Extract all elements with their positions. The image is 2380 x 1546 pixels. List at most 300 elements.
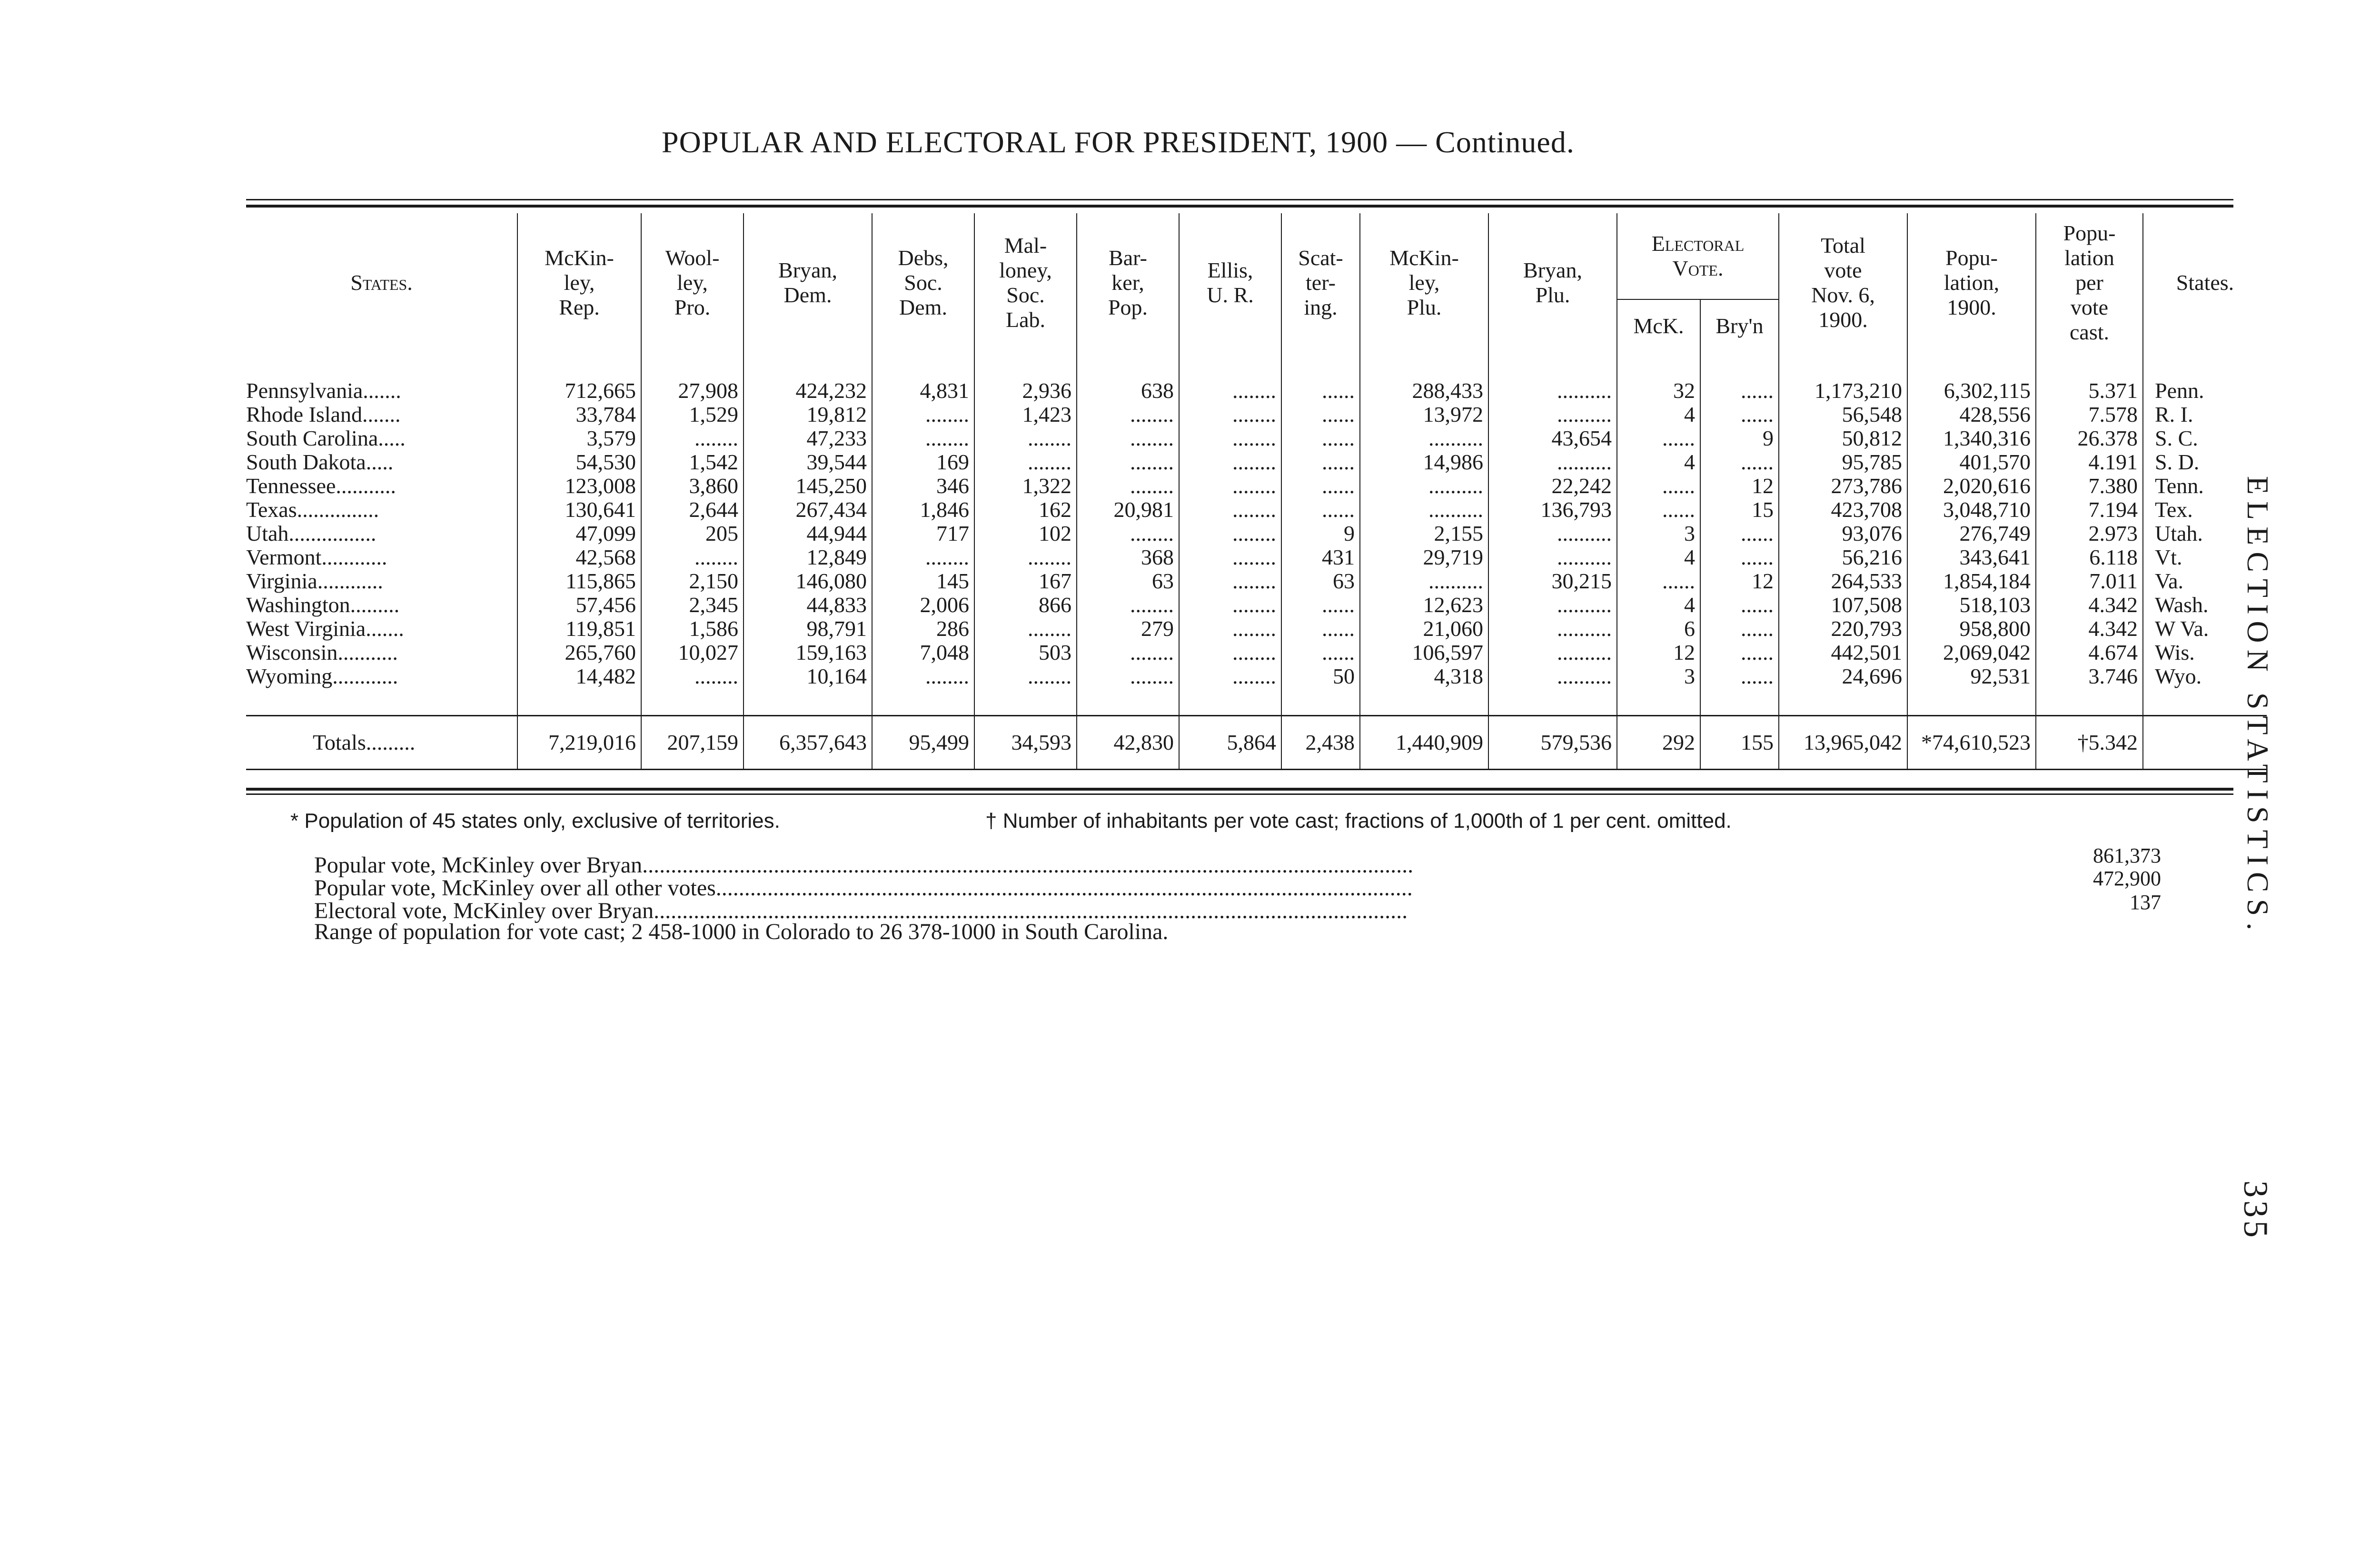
header-mckinley-plu-text: McKin- ley, Plu. (1389, 246, 1459, 319)
debs-cell: 286 (872, 617, 974, 641)
pop-per-vote-cell: 5.371 (2036, 379, 2143, 403)
population-cell: 3,048,710 (1907, 498, 2036, 522)
table-row (246, 617, 2267, 641)
totals-mckinley-rep-cell: 7,219,016 (517, 716, 641, 770)
header-ellis-text: Ellis, U. R. (1207, 258, 1254, 307)
table-row (246, 641, 2267, 664)
electoral-bryan-cell: ...... (1700, 641, 1779, 664)
header-barker (1077, 213, 1179, 352)
top-rule (246, 199, 2233, 200)
bryan-dem-cell: 146,080 (744, 569, 872, 593)
totals-pop-per-vote-cell: †5.342 (2036, 716, 2143, 770)
bryan-plu-cell: .......... (1488, 664, 1617, 688)
pop-per-vote-cell: 26.378 (2036, 426, 2143, 450)
ellis-cell: ........ (1179, 569, 1281, 593)
malloney-cell: ........ (974, 664, 1077, 688)
electoral-mck-cell: 32 (1617, 379, 1700, 403)
pop-per-vote-cell: 7.011 (2036, 569, 2143, 593)
electoral-bryan-cell: ...... (1700, 617, 1779, 641)
total-vote-cell: 24,696 (1779, 664, 1907, 688)
mckinley-rep-cell: 33,784 (517, 403, 641, 426)
barker-cell: 20,981 (1077, 498, 1179, 522)
scattering-cell: ...... (1281, 450, 1360, 474)
mckinley-plu-cell: .......... (1360, 426, 1488, 450)
total-vote-cell: 56,216 (1779, 545, 1907, 569)
population-cell: 2,020,616 (1907, 474, 2036, 498)
top-rule-thick (246, 205, 2233, 208)
woolley-cell: ........ (641, 664, 744, 688)
mckinley-plu-cell: 2,155 (1360, 522, 1488, 545)
header-total-vote (1779, 213, 1907, 352)
bryan-plu-cell: .......... (1488, 403, 1617, 426)
running-head: ELECTION STATISTICS. (2241, 476, 2275, 937)
totals-barker-cell: 42,830 (1077, 716, 1179, 770)
pop-per-vote-cell: 4.342 (2036, 617, 2143, 641)
bryan-dem-cell: 47,233 (744, 426, 872, 450)
header-pop-per-vote-text: Popu- lation per vote cast. (2063, 221, 2116, 344)
summary-line-3-value: 137 (2130, 891, 2161, 914)
ellis-cell: ........ (1179, 664, 1281, 688)
electoral-bryan-cell: 12 (1700, 474, 1779, 498)
totals-malloney-cell: 34,593 (974, 716, 1077, 770)
ellis-cell: ........ (1179, 474, 1281, 498)
state-abbr: Penn. (2155, 378, 2204, 403)
malloney-cell: ........ (974, 450, 1077, 474)
table-row (246, 379, 2267, 403)
barker-cell: 63 (1077, 569, 1179, 593)
ellis-cell: ........ (1179, 545, 1281, 569)
state-abbr: Tenn. (2155, 474, 2204, 498)
electoral-mck-cell: ...... (1617, 569, 1700, 593)
malloney-cell: ........ (974, 426, 1077, 450)
electoral-mck-cell: 12 (1617, 641, 1700, 664)
state-abbr: Wash. (2155, 593, 2209, 617)
bryan-plu-cell: .......... (1488, 450, 1617, 474)
footnote-population: * Population of 45 states only, exclusive of territories. (290, 809, 780, 832)
totals-scattering-cell: 2,438 (1281, 716, 1360, 770)
bryan-dem-cell: 424,232 (744, 379, 872, 403)
summary-line-2-value: 472,900 (2093, 867, 2161, 890)
population-cell: 518,103 (1907, 593, 2036, 617)
mckinley-plu-cell: .......... (1360, 498, 1488, 522)
malloney-cell: 1,322 (974, 474, 1077, 498)
totals-spacer-row (246, 688, 2267, 716)
header-malloney (974, 213, 1077, 352)
scattering-cell: ...... (1281, 593, 1360, 617)
header-malloney-text: Mal- loney, Soc. Lab. (999, 233, 1052, 332)
electoral-mck-cell: 6 (1617, 617, 1700, 641)
debs-cell: 169 (872, 450, 974, 474)
summary-line-2-label: Popular vote, McKinley over all other votes.......................................................................................................................... (314, 875, 1413, 901)
mckinley-plu-cell: 13,972 (1360, 403, 1488, 426)
population-cell: 92,531 (1907, 664, 2036, 688)
state-abbr: Utah. (2155, 521, 2203, 545)
scattering-cell: ...... (1281, 498, 1360, 522)
malloney-cell: ........ (974, 617, 1077, 641)
state-abbr: Wyo. (2155, 664, 2202, 688)
ellis-cell: ........ (1179, 593, 1281, 617)
mckinley-rep-cell: 130,641 (517, 498, 641, 522)
woolley-cell: 3,860 (641, 474, 744, 498)
woolley-cell: 1,542 (641, 450, 744, 474)
header-debs (872, 213, 974, 352)
malloney-cell: 1,423 (974, 403, 1077, 426)
woolley-cell: 1,586 (641, 617, 744, 641)
totals-total-vote-cell: 13,965,042 (1779, 716, 1907, 770)
mckinley-rep-cell: 42,568 (517, 545, 641, 569)
barker-cell: 638 (1077, 379, 1179, 403)
totals-woolley-cell: 207,159 (641, 716, 744, 770)
table-row (246, 403, 2267, 426)
electoral-bryan-cell: ...... (1700, 545, 1779, 569)
total-vote-cell: 95,785 (1779, 450, 1907, 474)
summary-line-1-label: Popular vote, McKinley over Bryan....................................................................................................................................... (314, 852, 1414, 878)
debs-cell: 717 (872, 522, 974, 545)
header-population-text: Popu- lation, 1900. (1944, 246, 2000, 319)
population-cell: 958,800 (1907, 617, 2036, 641)
bryan-plu-cell: .......... (1488, 641, 1617, 664)
totals-electoral-bryan-cell: 155 (1700, 716, 1779, 770)
scattering-cell: ...... (1281, 617, 1360, 641)
mckinley-plu-cell: 288,433 (1360, 379, 1488, 403)
state-name: Vermont............ (246, 545, 517, 569)
header-states-abbr: States. (2176, 270, 2234, 295)
mckinley-plu-cell: 106,597 (1360, 641, 1488, 664)
state-abbr: R. I. (2155, 402, 2193, 426)
header-mckinley-rep-text: McKin- ley, Rep. (545, 246, 614, 319)
debs-cell: ........ (872, 403, 974, 426)
header-bryan-plu-text: Bryan, Plu. (1523, 258, 1582, 307)
mckinley-rep-cell: 712,665 (517, 379, 641, 403)
total-vote-cell: 107,508 (1779, 593, 1907, 617)
state-name: Tennessee........... (246, 474, 517, 498)
debs-cell: 4,831 (872, 379, 974, 403)
header-scattering-text: Scat- ter- ing. (1298, 246, 1343, 319)
total-vote-cell: 56,548 (1779, 403, 1907, 426)
scattering-cell: 9 (1281, 522, 1360, 545)
mckinley-plu-cell: .......... (1360, 474, 1488, 498)
bryan-dem-cell: 267,434 (744, 498, 872, 522)
table-row (246, 569, 2267, 593)
state-abbr: Va. (2155, 569, 2184, 593)
totals-ellis-cell: 5,864 (1179, 716, 1281, 770)
mckinley-rep-cell: 47,099 (517, 522, 641, 545)
header-pop-per-vote (2036, 213, 2143, 352)
state-abbr: W Va. (2155, 616, 2209, 641)
table-row (246, 522, 2267, 545)
total-vote-cell: 264,533 (1779, 569, 1907, 593)
debs-cell: ........ (872, 545, 974, 569)
mckinley-plu-cell: 21,060 (1360, 617, 1488, 641)
pop-per-vote-cell: 7.578 (2036, 403, 2143, 426)
ellis-cell: ........ (1179, 450, 1281, 474)
total-vote-cell: 442,501 (1779, 641, 1907, 664)
mckinley-plu-cell: 14,986 (1360, 450, 1488, 474)
bryan-dem-cell: 12,849 (744, 545, 872, 569)
scattering-cell: ...... (1281, 403, 1360, 426)
header-states: States. (246, 213, 517, 352)
barker-cell: 368 (1077, 545, 1179, 569)
totals-debs-cell: 95,499 (872, 716, 974, 770)
ellis-cell: ........ (1179, 641, 1281, 664)
debs-cell: 145 (872, 569, 974, 593)
totals-state-name: Totals......... (246, 716, 517, 770)
state-name: Texas............... (246, 498, 517, 522)
header-total-vote-text: Total vote Nov. 6, 1900. (1811, 233, 1875, 332)
population-cell: 276,749 (1907, 522, 2036, 545)
state-abbr: S. D. (2155, 450, 2200, 474)
electoral-mck-cell: 4 (1617, 403, 1700, 426)
electoral-bryan-cell: 12 (1700, 569, 1779, 593)
electoral-bryan-cell: ...... (1700, 664, 1779, 688)
header-woolley-pro-text: Wool- ley, Pro. (665, 246, 720, 319)
barker-cell: ........ (1077, 641, 1179, 664)
total-vote-cell: 1,173,210 (1779, 379, 1907, 403)
electoral-bryan-cell: ...... (1700, 450, 1779, 474)
header-spacer-row (246, 352, 2267, 379)
header-population (1907, 213, 2036, 352)
summary-line-3-label: Electoral vote, McKinley over Bryan.................................................................................................................................... (314, 898, 1408, 923)
woolley-cell: ........ (641, 426, 744, 450)
table-row (246, 593, 2267, 617)
mckinley-rep-cell: 115,865 (517, 569, 641, 593)
header-electoral-vote (1617, 213, 1779, 299)
table-row (246, 498, 2267, 522)
ellis-cell: ........ (1179, 379, 1281, 403)
pop-per-vote-cell: 4.191 (2036, 450, 2143, 474)
header-bryan-dem-text: Bryan, Dem. (778, 258, 837, 307)
population-cell: 6,302,115 (1907, 379, 2036, 403)
barker-cell: ........ (1077, 403, 1179, 426)
scattering-cell: 63 (1281, 569, 1360, 593)
debs-cell: 7,048 (872, 641, 974, 664)
pop-per-vote-cell: 7.380 (2036, 474, 2143, 498)
malloney-cell: 167 (974, 569, 1077, 593)
electoral-mck-cell: ...... (1617, 426, 1700, 450)
bryan-dem-cell: 10,164 (744, 664, 872, 688)
state-name: Utah................ (246, 522, 517, 545)
table-body (246, 352, 2267, 770)
bryan-dem-cell: 98,791 (744, 617, 872, 641)
state-name: Virginia............ (246, 569, 517, 593)
woolley-cell: 27,908 (641, 379, 744, 403)
woolley-cell: 2,644 (641, 498, 744, 522)
header-mck: McK. (1617, 299, 1700, 352)
mckinley-rep-cell: 123,008 (517, 474, 641, 498)
state-abbr: Vt. (2155, 545, 2182, 569)
electoral-mck-cell: 4 (1617, 545, 1700, 569)
ellis-cell: ........ (1179, 522, 1281, 545)
totals-mckinley-plu-cell: 1,440,909 (1360, 716, 1488, 770)
barker-cell: ........ (1077, 426, 1179, 450)
bryan-plu-cell: 43,654 (1488, 426, 1617, 450)
page-title: POPULAR AND ELECTORAL FOR PRESIDENT, 1900 — Continued. (662, 125, 1575, 159)
mckinley-plu-cell: 29,719 (1360, 545, 1488, 569)
mckinley-rep-cell: 54,530 (517, 450, 641, 474)
bottom-rule-thick (246, 788, 2233, 791)
scattering-cell: ...... (1281, 641, 1360, 664)
mckinley-rep-cell: 265,760 (517, 641, 641, 664)
woolley-cell: 2,345 (641, 593, 744, 617)
pop-per-vote-cell: 3.746 (2036, 664, 2143, 688)
scattering-cell: 50 (1281, 664, 1360, 688)
population-cell: 343,641 (1907, 545, 2036, 569)
electoral-mck-cell: 3 (1617, 522, 1700, 545)
debs-cell: ........ (872, 426, 974, 450)
pop-per-vote-cell: 4.342 (2036, 593, 2143, 617)
scattering-cell: ...... (1281, 474, 1360, 498)
bryan-plu-cell: .......... (1488, 522, 1617, 545)
electoral-bryan-cell: ...... (1700, 522, 1779, 545)
bryan-plu-cell: 22,242 (1488, 474, 1617, 498)
table-row (246, 426, 2267, 450)
barker-cell: ........ (1077, 664, 1179, 688)
header-mckinley-plu (1360, 213, 1488, 352)
woolley-cell: 2,150 (641, 569, 744, 593)
mckinley-plu-cell: 12,623 (1360, 593, 1488, 617)
state-abbr: Wis. (2155, 640, 2195, 664)
totals-row (246, 716, 2267, 770)
mckinley-rep-cell: 119,851 (517, 617, 641, 641)
ellis-cell: ........ (1179, 617, 1281, 641)
header-ellis (1179, 213, 1281, 352)
electoral-mck-cell: ...... (1617, 498, 1700, 522)
population-cell: 2,069,042 (1907, 641, 2036, 664)
summary-line-1-value: 861,373 (2093, 844, 2161, 867)
header-scattering (1281, 213, 1360, 352)
totals-population-cell: *74,610,523 (1907, 716, 2036, 770)
mckinley-plu-cell: .......... (1360, 569, 1488, 593)
electoral-mck-cell: 3 (1617, 664, 1700, 688)
total-vote-cell: 273,786 (1779, 474, 1907, 498)
scattering-cell: ...... (1281, 379, 1360, 403)
malloney-cell: 162 (974, 498, 1077, 522)
electoral-bryan-cell: ...... (1700, 593, 1779, 617)
pop-per-vote-cell: 4.674 (2036, 641, 2143, 664)
ellis-cell: ........ (1179, 426, 1281, 450)
electoral-bryan-cell: 9 (1700, 426, 1779, 450)
total-vote-cell: 93,076 (1779, 522, 1907, 545)
mckinley-rep-cell: 3,579 (517, 426, 641, 450)
electoral-bryan-cell: 15 (1700, 498, 1779, 522)
malloney-cell: 2,936 (974, 379, 1077, 403)
bottom-rule (246, 793, 2233, 795)
woolley-cell: 1,529 (641, 403, 744, 426)
bryan-plu-cell: .......... (1488, 545, 1617, 569)
woolley-cell: ........ (641, 545, 744, 569)
totals-bryan-dem-cell: 6,357,643 (744, 716, 872, 770)
table-row (246, 474, 2267, 498)
page-number: 335 (2237, 1180, 2275, 1240)
debs-cell: 346 (872, 474, 974, 498)
state-name: Wyoming............ (246, 664, 517, 688)
barker-cell: ........ (1077, 522, 1179, 545)
pop-per-vote-cell: 7.194 (2036, 498, 2143, 522)
electoral-bryan-cell: ...... (1700, 379, 1779, 403)
ellis-cell: ........ (1179, 403, 1281, 426)
state-name: South Carolina..... (246, 426, 517, 450)
header-bryan-dem (744, 213, 872, 352)
bryan-dem-cell: 44,833 (744, 593, 872, 617)
state-name: Pennsylvania....... (246, 379, 517, 403)
mckinley-rep-cell: 14,482 (517, 664, 641, 688)
bryan-plu-cell: .......... (1488, 379, 1617, 403)
state-abbr: S. C. (2155, 426, 2198, 450)
ellis-cell: ........ (1179, 498, 1281, 522)
population-cell: 428,556 (1907, 403, 2036, 426)
barker-cell: ........ (1077, 450, 1179, 474)
malloney-cell: 866 (974, 593, 1077, 617)
bryan-plu-cell: .......... (1488, 593, 1617, 617)
electoral-mck-cell: 4 (1617, 450, 1700, 474)
header-mckinley-rep (517, 213, 641, 352)
mckinley-plu-cell: 4,318 (1360, 664, 1488, 688)
electoral-mck-cell: 4 (1617, 593, 1700, 617)
barker-cell: ........ (1077, 593, 1179, 617)
debs-cell: 1,846 (872, 498, 974, 522)
mckinley-rep-cell: 57,456 (517, 593, 641, 617)
total-vote-cell: 423,708 (1779, 498, 1907, 522)
malloney-cell: ........ (974, 545, 1077, 569)
header-bryn: Bry'n (1700, 299, 1779, 352)
header-barker-text: Bar- ker, Pop. (1108, 246, 1148, 319)
header-electoral-vote-text: Electoral Vote. (1651, 231, 1745, 280)
barker-cell: 279 (1077, 617, 1179, 641)
bryan-plu-cell: 136,793 (1488, 498, 1617, 522)
scattering-cell: ...... (1281, 426, 1360, 450)
header-woolley-pro (641, 213, 744, 352)
state-name: Wisconsin........... (246, 641, 517, 664)
population-cell: 1,340,316 (1907, 426, 2036, 450)
totals-bryan-plu-cell: 579,536 (1488, 716, 1617, 770)
state-abbr: Tex. (2155, 497, 2193, 522)
totals-electoral-mck-cell: 292 (1617, 716, 1700, 770)
bryan-dem-cell: 145,250 (744, 474, 872, 498)
range-note: Range of population for vote cast; 2 458-1000 in Colorado to 26 378-1000 in South Carolina. (314, 919, 1169, 944)
electoral-mck-cell: ...... (1617, 474, 1700, 498)
state-name: West Virginia....... (246, 617, 517, 641)
debs-cell: ........ (872, 664, 974, 688)
table-row (246, 450, 2267, 474)
table-row (246, 664, 2267, 688)
malloney-cell: 503 (974, 641, 1077, 664)
total-vote-cell: 50,812 (1779, 426, 1907, 450)
bryan-dem-cell: 19,812 (744, 403, 872, 426)
total-vote-cell: 220,793 (1779, 617, 1907, 641)
state-name: Rhode Island....... (246, 403, 517, 426)
bryan-dem-cell: 44,944 (744, 522, 872, 545)
bryan-plu-cell: 30,215 (1488, 569, 1617, 593)
woolley-cell: 10,027 (641, 641, 744, 664)
scattering-cell: 431 (1281, 545, 1360, 569)
header-bryan-plu (1488, 213, 1617, 352)
pop-per-vote-cell: 6.118 (2036, 545, 2143, 569)
table-row (246, 545, 2267, 569)
bryan-dem-cell: 39,544 (744, 450, 872, 474)
footnote-inhabitants: † Number of inhabitants per vote cast; fractions of 1,000th of 1 per cent. omitted. (985, 809, 1732, 832)
debs-cell: 2,006 (872, 593, 974, 617)
state-name: Washington......... (246, 593, 517, 617)
malloney-cell: 102 (974, 522, 1077, 545)
state-name: South Dakota..... (246, 450, 517, 474)
population-cell: 1,854,184 (1907, 569, 2036, 593)
bryan-plu-cell: .......... (1488, 617, 1617, 641)
pop-per-vote-cell: 2.973 (2036, 522, 2143, 545)
woolley-cell: 205 (641, 522, 744, 545)
header-debs-text: Debs, Soc. Dem. (898, 246, 949, 319)
barker-cell: ........ (1077, 474, 1179, 498)
election-table (246, 213, 2267, 770)
